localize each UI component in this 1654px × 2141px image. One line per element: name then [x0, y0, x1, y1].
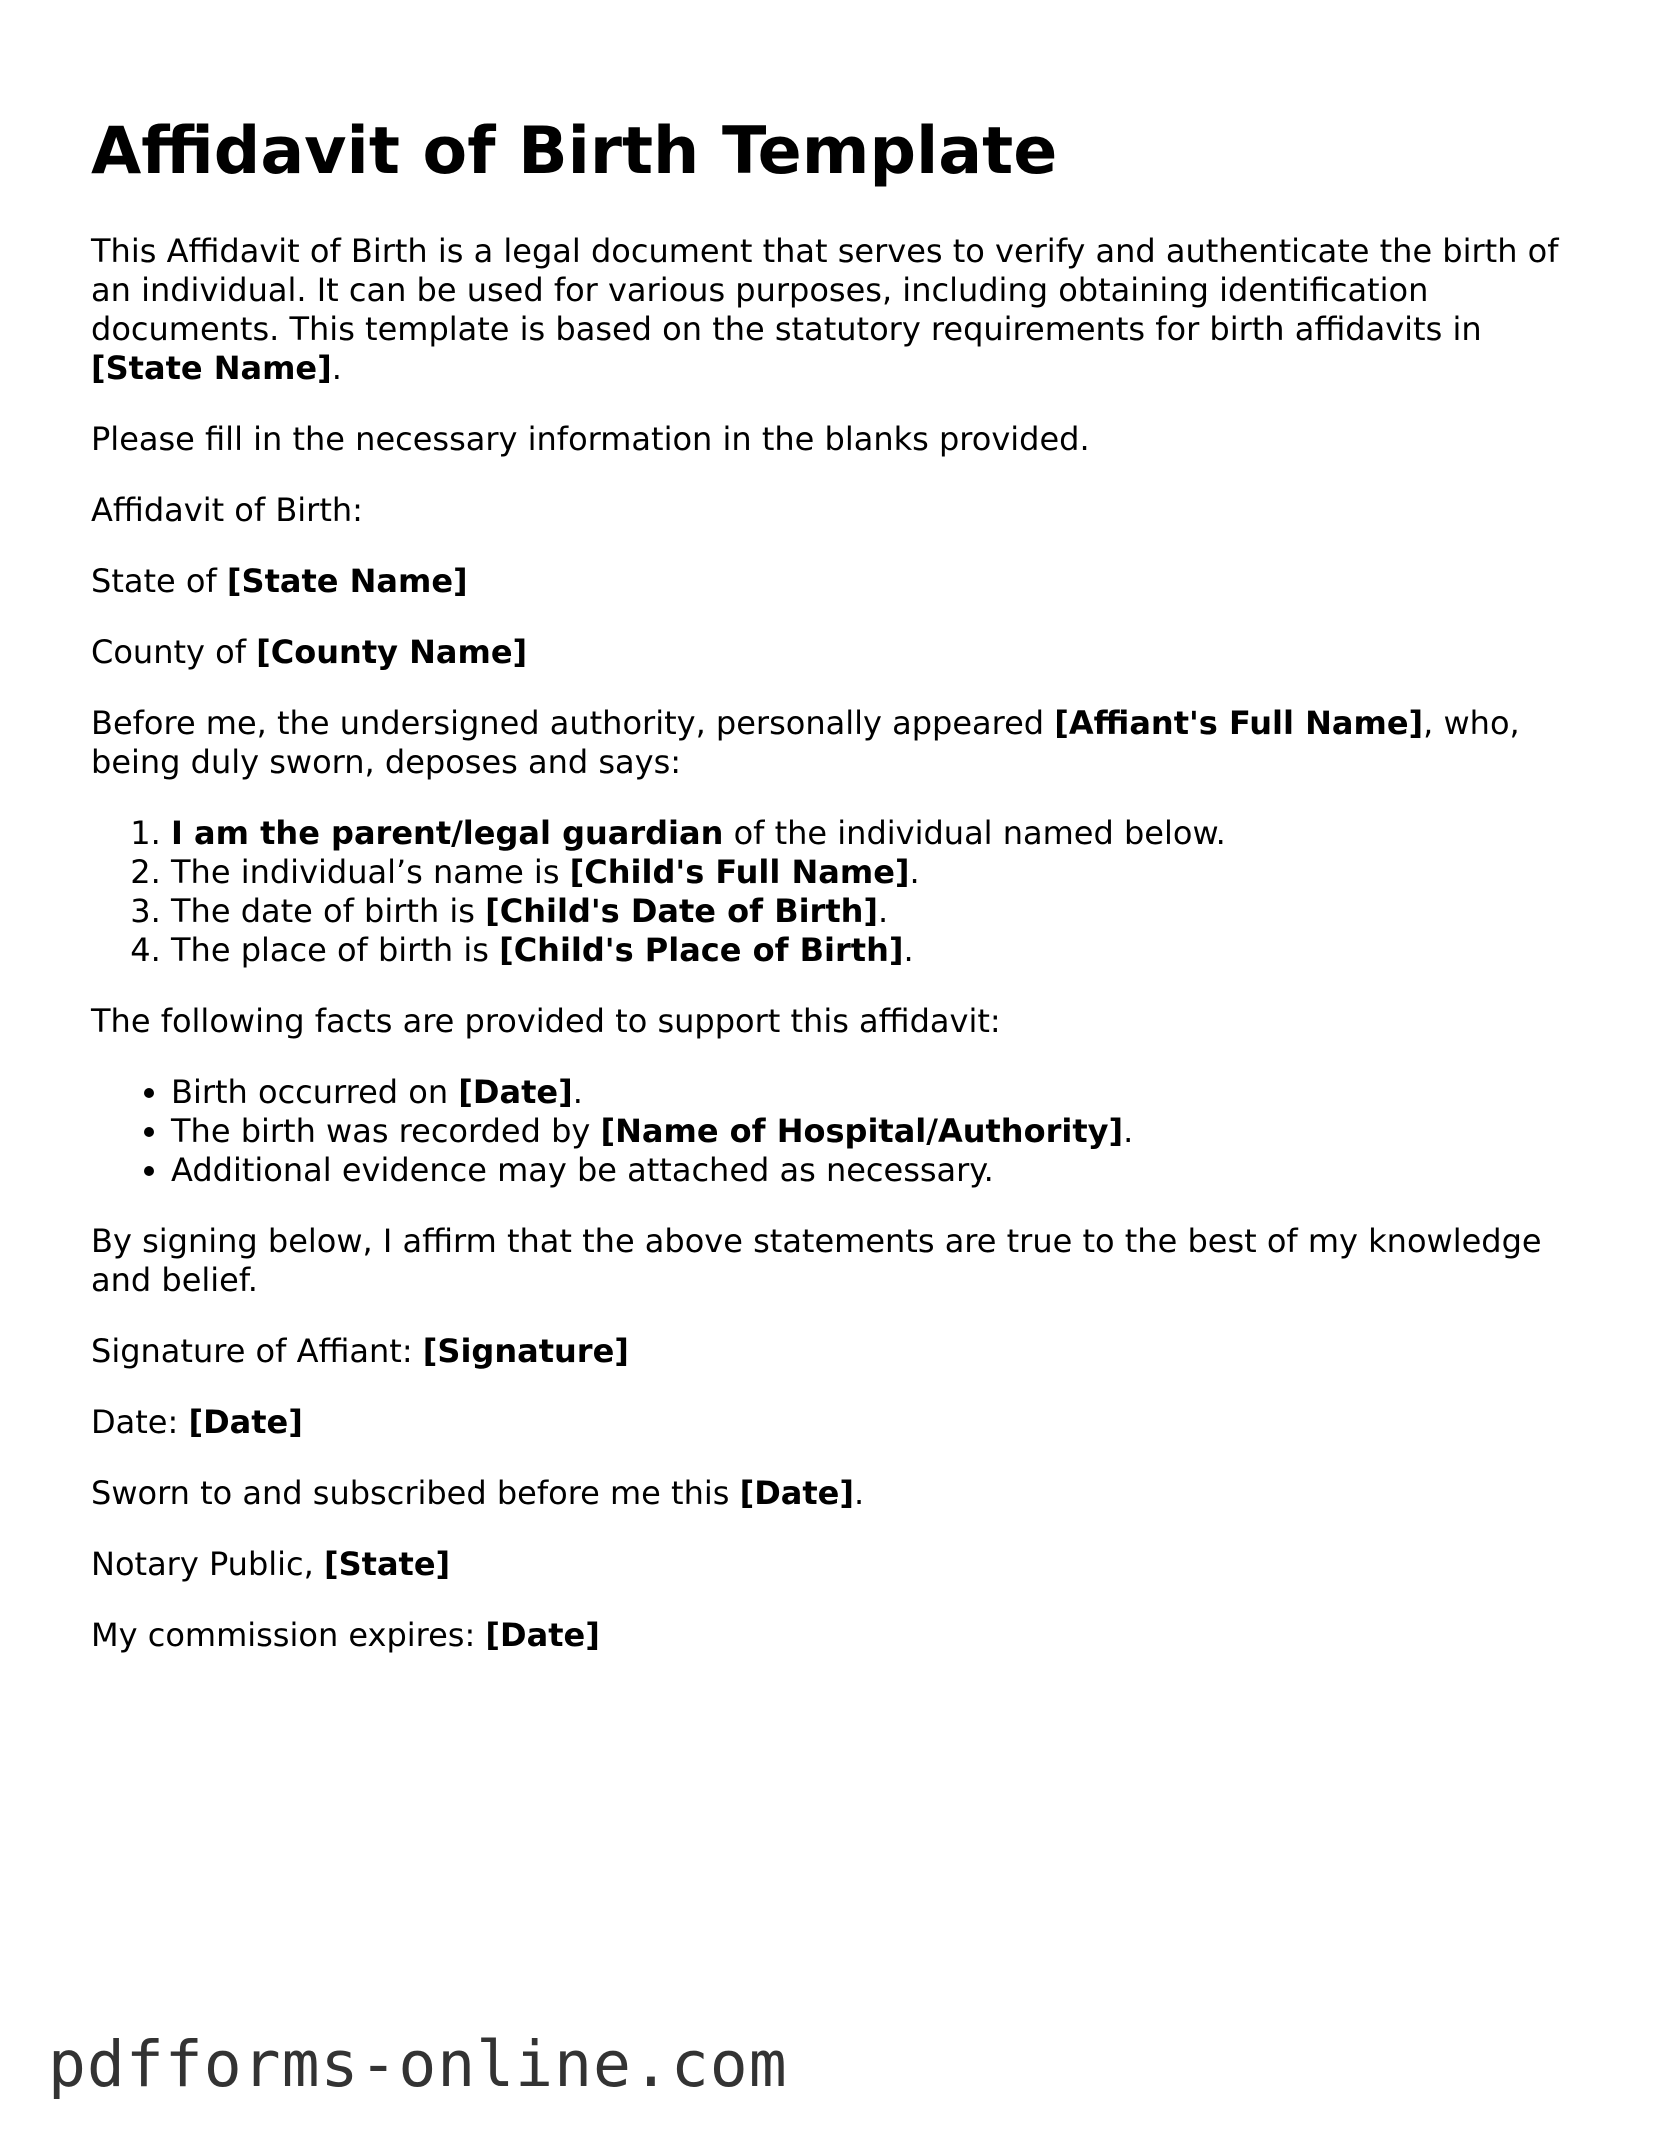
signature-line — [91, 1332, 1571, 1371]
instruction-paragraph: Please fill in the necessary information in the blanks provided. — [91, 420, 1090, 458]
date-line — [91, 1403, 1571, 1442]
intro-suffix: . — [331, 349, 342, 387]
intro-text: This Affidavit of Birth is a legal document that serves to verify and authenticate the birth of an individual. It can be used for various purposes, including obtaining identification documents. This template is based on the statutory requirements for birth affidavits in — [91, 232, 1559, 348]
facts-intro: The following facts are provided to support this affidavit: — [91, 1002, 1001, 1040]
intro-paragraph — [91, 232, 1571, 388]
sworn-line — [91, 1474, 1571, 1513]
statement-text: The date of birth is — [171, 892, 486, 930]
statement-text: The individual’s name is — [171, 853, 570, 891]
affiant-name-placeholder: [Affiant's Full Name] — [1054, 704, 1424, 742]
statement-item — [171, 892, 1571, 931]
fact-bold: [Date] — [458, 1073, 573, 1111]
page-title: Affidavit of Birth Template — [91, 114, 1058, 189]
sworn-date-placeholder: [Date] — [739, 1474, 854, 1512]
statement-suffix: . — [903, 931, 914, 969]
statements-list — [91, 814, 1571, 970]
document-page — [91, 112, 1571, 1687]
statement-item — [171, 931, 1571, 970]
statement-text: of the individual named below. — [723, 814, 1226, 852]
fact-suffix: . — [572, 1073, 583, 1111]
affirmation-paragraph: By signing below, I affirm that the above statements are true to the best of my knowledge and belief. — [91, 1222, 1542, 1299]
state-label: State of — [91, 562, 227, 600]
facts-list — [91, 1073, 1571, 1190]
fact-text: Birth occurred on — [171, 1073, 459, 1111]
state-line — [91, 562, 1571, 601]
statement-text: The place of birth is — [171, 931, 500, 969]
notary-label: Notary Public, — [91, 1545, 324, 1583]
statement-bold: [Child's Place of Birth] — [499, 931, 904, 969]
statement-item — [171, 814, 1571, 853]
date-placeholder: [Date] — [188, 1403, 303, 1441]
appearance-prefix: Before me, the undersigned authority, personally appeared — [91, 704, 1055, 742]
commission-line — [91, 1616, 1571, 1655]
county-label: County of — [91, 633, 257, 671]
fact-bold: [Name of Hospital/Authority] — [600, 1112, 1124, 1150]
appearance-suffix: , who, being duly sworn, deposes and says: — [91, 704, 1520, 781]
fact-item — [171, 1073, 1571, 1112]
date-label: Date: — [91, 1403, 189, 1441]
fact-item — [171, 1151, 1571, 1190]
sworn-label: Sworn to and subscribed before me this — [91, 1474, 740, 1512]
statement-suffix: . — [878, 892, 889, 930]
sworn-suffix: . — [854, 1474, 865, 1512]
county-line — [91, 633, 1571, 672]
fact-text: Additional evidence may be attached as necessary. — [171, 1151, 994, 1189]
county-placeholder: [County Name] — [256, 633, 528, 671]
appearance-paragraph — [91, 704, 1571, 782]
fact-item — [171, 1112, 1571, 1151]
fact-suffix: . — [1123, 1112, 1134, 1150]
statement-suffix: . — [909, 853, 920, 891]
intro-state-placeholder: [State Name] — [91, 349, 332, 387]
statement-bold: [Child's Date of Birth] — [485, 892, 879, 930]
signature-placeholder: [Signature] — [422, 1332, 629, 1370]
signature-label: Signature of Affiant: — [91, 1332, 423, 1370]
notary-line — [91, 1545, 1571, 1584]
fact-text: The birth was recorded by — [171, 1112, 601, 1150]
commission-label: My commission expires: — [91, 1616, 486, 1654]
affidavit-heading: Affidavit of Birth: — [91, 491, 363, 529]
statement-bold: I am the parent/legal guardian — [171, 814, 724, 852]
statement-bold: [Child's Full Name] — [569, 853, 910, 891]
notary-state-placeholder: [State] — [323, 1545, 451, 1583]
watermark-text: pdfforms-online.com — [48, 2028, 788, 2101]
state-placeholder: [State Name] — [226, 562, 468, 600]
commission-date-placeholder: [Date] — [485, 1616, 600, 1654]
statement-item — [171, 853, 1571, 892]
